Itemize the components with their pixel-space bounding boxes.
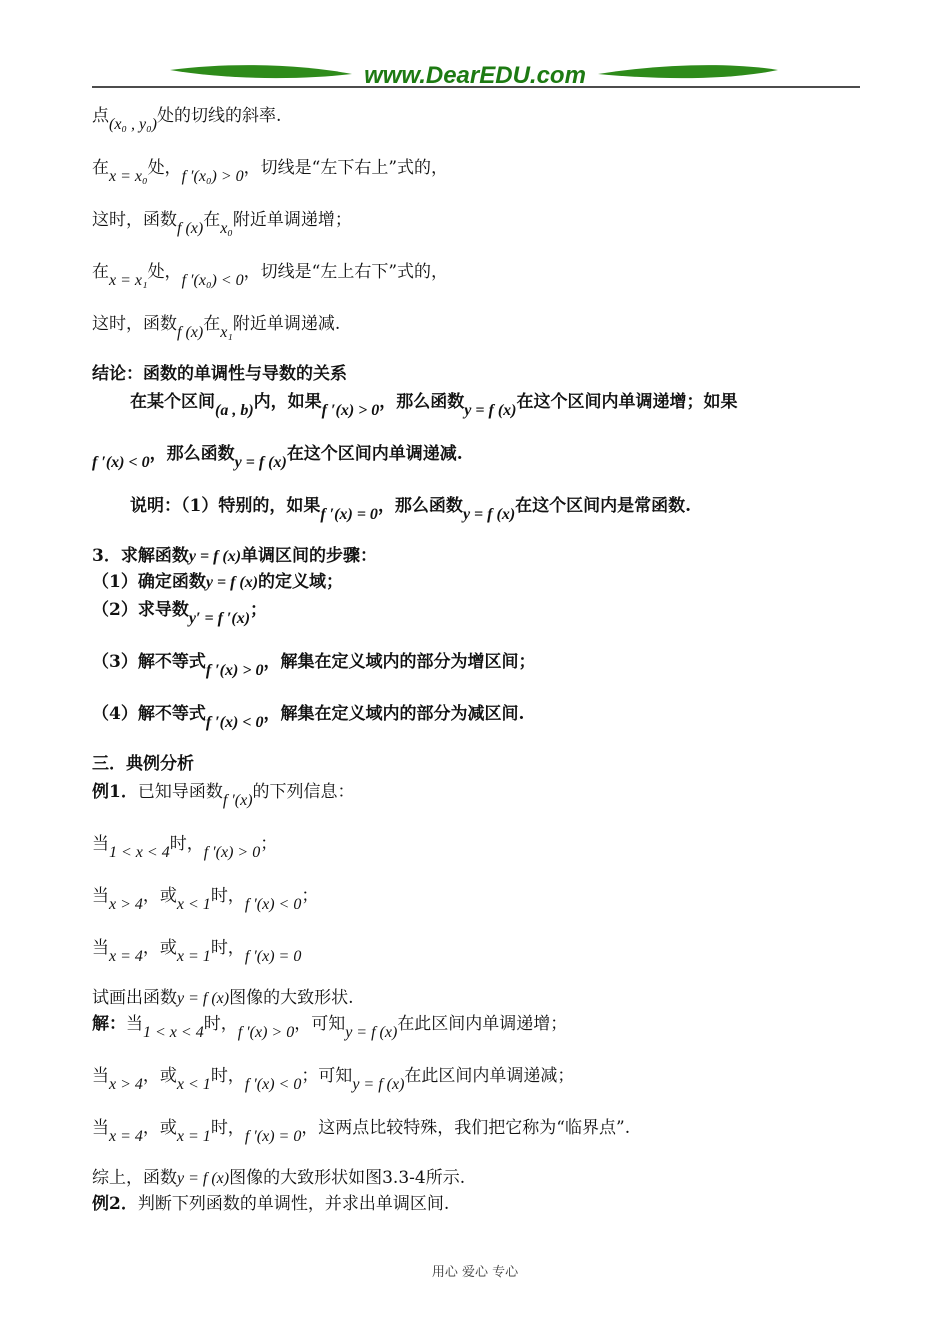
math-expression: f ′(x) > 0 [205,662,264,679]
text-segment: 3．求解函数 [92,546,189,566]
text-line [92,362,347,386]
text-segment: 处的切线的斜率. [156,106,282,126]
text-segment: ，切线是“左下右上”式的， [243,158,449,178]
math-expression: y = f (x) [188,548,242,565]
text-segment: （2）求导数 [92,600,189,620]
text-segment: 在 [203,314,221,334]
bold-label: 例2． [92,1194,138,1214]
text-segment: 在此区间内单调递减； [404,1066,575,1086]
math-expression: f ′(x) > 0 [237,1024,295,1041]
header-banner [0,0,950,100]
math-expression: f ′(x) < 0 [92,454,150,471]
text-segment: 单调区间的步骤： [241,546,378,566]
site-logo-text: www.DearEDU.com [364,62,586,89]
text-line [92,1064,575,1093]
text-segment: 时， [210,1118,245,1138]
bold-label: 例1． [92,782,138,802]
text-segment: （1）确定函数 [92,572,206,592]
text-line [92,156,449,185]
math-expression: (x₀ , y₀) [109,116,157,133]
text-segment: ，解集在定义域内的部分为增区间； [263,652,536,672]
math-expression: x < 1 [176,896,211,913]
text-segment: 在 [92,262,109,282]
math-expression: f ′(x) > 0 [321,402,380,419]
text-segment: ； [260,834,278,854]
math-expression: y′ = f ′(x) [188,610,251,627]
text-segment: 这时，函数 [92,314,177,334]
text-segment: ，或 [142,938,177,958]
text-segment: 附近单调递减. [232,314,341,334]
text-line [92,752,194,776]
text-segment: 在这个区间内单调递增；如果 [516,392,738,412]
text-line [92,1012,568,1041]
math-expression: f ′(x) [222,792,253,809]
text-line [92,104,282,133]
text-segment: （4）解不等式 [92,704,206,724]
text-segment: 在这个区间内是常函数. [515,496,692,516]
text-segment: ，这两点比较特殊，我们把它称为“临界点”. [301,1118,631,1138]
math-expression: f ′(x) < 0 [244,896,302,913]
text-segment: 三．典例分析 [92,754,194,774]
text-segment: 图像的大致形状. [229,988,354,1008]
text-line [92,884,319,913]
text-line [92,544,377,569]
math-expression: x = 4 [109,1128,143,1145]
text-segment: ，解集在定义域内的部分为减区间. [263,704,525,724]
text-segment: ，或 [142,1066,177,1086]
math-expression: x₁ [220,324,233,341]
text-segment: 当 [92,938,109,958]
text-segment: 时， [203,1014,238,1034]
text-line [130,390,738,419]
text-segment: ，那么函数 [149,444,235,464]
math-expression: y = f (x) [462,506,516,523]
math-expression: y = f (x) [177,990,230,1007]
math-expression: f ′(x) > 0 [203,844,261,861]
math-expression: (a , b) [215,402,254,419]
text-line [92,312,341,341]
left-swoosh [170,65,352,78]
text-segment: ，切线是“左上右下”式的， [243,262,449,282]
math-expression: f ′(x) = 0 [320,506,378,523]
math-expression: f ′(x) = 0 [244,1128,302,1145]
math-expression: y = f (x) [464,402,517,419]
text-segment: 综上，函数 [92,1168,177,1188]
math-expression: y = f (x) [352,1076,405,1093]
text-segment: 当 [92,886,109,906]
text-segment: 时， [210,1066,245,1086]
text-segment: 在 [92,158,109,178]
math-expression: x = 1 [176,1128,211,1145]
text-segment: ，或 [142,886,177,906]
text-segment: 在 [203,210,221,230]
text-segment: ，或 [142,1118,177,1138]
text-line [92,260,449,289]
math-expression: f ′(x) < 0 [244,1076,302,1093]
text-segment: 当 [92,1118,109,1138]
math-expression: x = x₁ [109,272,148,289]
math-expression: f (x) [177,324,204,341]
text-segment: 内，如果 [253,392,322,412]
text-segment: 附近单调递增； [232,210,352,230]
text-segment: 处， [147,158,182,178]
text-line [92,986,354,1011]
math-expression: x < 1 [176,1076,211,1093]
text-segment: 结论：函数的单调性与导数的关系 [92,364,347,384]
text-segment: 说明：（1）特别的，如果 [130,496,321,516]
text-segment: 这时，函数 [92,210,177,230]
text-segment: 在某个区间 [130,392,215,412]
text-segment: ，那么函数 [379,392,465,412]
text-line [92,570,343,595]
text-segment: 已知导函数 [137,782,223,802]
text-line [92,1166,465,1191]
text-line [92,208,352,237]
math-expression: f ′(x) < 0 [205,714,264,731]
text-segment: ； [301,886,319,906]
text-segment: 判断下列函数的单调性，并求出单调区间. [137,1194,450,1214]
math-expression: y = f (x) [177,1170,230,1187]
text-segment: 处， [147,262,182,282]
text-segment: 当 [126,1014,143,1034]
text-line [92,1116,631,1145]
text-segment: 的定义域； [258,572,344,592]
text-line [92,598,268,627]
math-expression: f ′(x) = 0 [244,948,302,965]
bold-label: 解： [92,1014,126,1034]
math-expression: 1 < x < 4 [143,1024,204,1041]
right-swoosh [598,65,778,78]
math-expression: x = 4 [109,948,143,965]
text-line [92,1192,449,1216]
text-segment: ；可知 [301,1066,353,1086]
text-segment: 在此区间内单调递增； [397,1014,568,1034]
text-segment: 时， [169,834,204,854]
text-segment: ，那么函数 [377,496,463,516]
math-expression: f ′(x₀) > 0 [181,168,244,185]
math-expression: x₀ [220,220,233,237]
text-segment: 时， [210,886,245,906]
text-segment: 时， [210,938,245,958]
text-segment: （3）解不等式 [92,652,206,672]
text-line [92,650,536,679]
text-line [92,702,525,731]
text-segment: 当 [92,834,109,854]
math-expression: x > 4 [109,1076,143,1093]
math-expression: x > 4 [109,896,143,913]
math-expression: y = f (x) [205,574,259,591]
text-segment: 的下列信息： [252,782,355,802]
math-expression: y = f (x) [234,454,287,471]
math-expression: x = 1 [176,948,211,965]
text-segment: 图像的大致形状如图3.3-4所示. [229,1168,466,1188]
math-expression: f (x) [177,220,204,237]
text-line [92,936,302,965]
text-line [92,832,278,861]
text-line [130,494,692,523]
footer-slogan: 用心 爱心 专心 [431,1265,519,1280]
math-expression: f ′(x₀) < 0 [181,272,244,289]
math-expression: y = f (x) [345,1024,398,1041]
text-line [92,442,463,471]
text-segment: ，可知 [294,1014,346,1034]
text-segment: ； [250,600,268,620]
text-segment: 试画出函数 [92,988,177,1008]
text-segment: 当 [92,1066,109,1086]
math-expression: 1 < x < 4 [109,844,170,861]
text-segment: 在这个区间内单调递减. [286,444,463,464]
math-expression: x = x₀ [109,168,148,185]
text-segment: 点 [92,106,109,126]
text-line [92,780,355,809]
